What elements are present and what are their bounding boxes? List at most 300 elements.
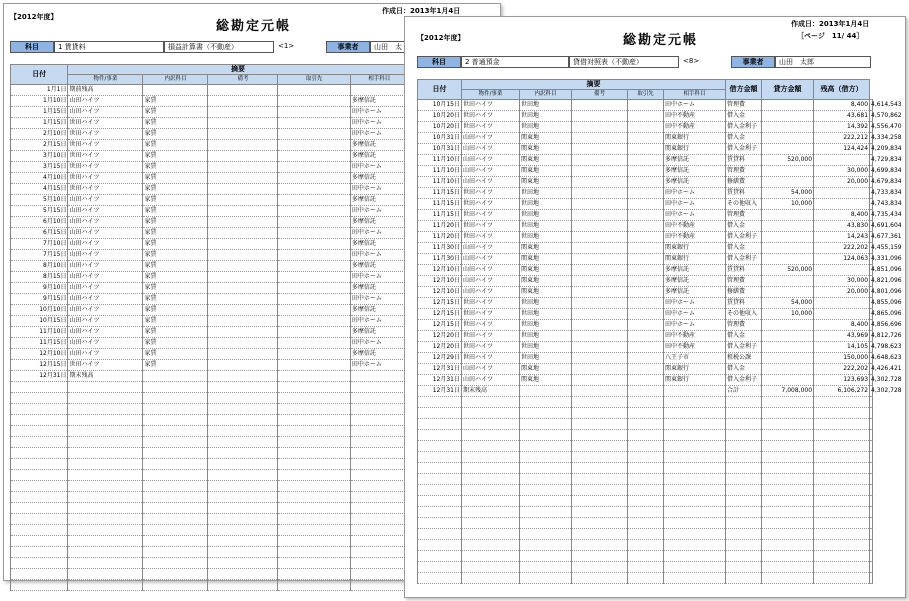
empty-cell bbox=[664, 463, 726, 474]
empty-cell bbox=[350, 393, 408, 404]
empty-cell bbox=[814, 430, 870, 441]
table-cell: 借入金利子 bbox=[726, 232, 762, 243]
table-cell bbox=[208, 305, 278, 316]
table-cell: 8,400 bbox=[814, 100, 870, 111]
table-cell: 世田地 bbox=[520, 309, 572, 320]
table-row-empty bbox=[418, 419, 873, 430]
table-cell: 520,000 bbox=[762, 155, 814, 166]
empty-cell bbox=[418, 562, 462, 573]
table-cell: 4,677,361 bbox=[870, 232, 873, 243]
table-cell: 山田ハイツ bbox=[462, 177, 520, 188]
empty-cell bbox=[208, 503, 278, 514]
table-cell bbox=[762, 375, 814, 386]
empty-cell bbox=[143, 503, 208, 514]
table-row-empty bbox=[418, 529, 873, 540]
table-cell bbox=[208, 228, 278, 239]
table-cell: 9月10日 bbox=[11, 283, 68, 294]
table-cell: 14,243 bbox=[814, 232, 870, 243]
empty-cell bbox=[278, 415, 350, 426]
table-cell: 1月10日 bbox=[11, 96, 68, 107]
table-cell: 世田ハイツ bbox=[68, 162, 143, 173]
fiscal-year: 【2012年度】 bbox=[417, 34, 465, 42]
table-cell bbox=[628, 188, 664, 199]
empty-cell bbox=[418, 540, 462, 551]
empty-cell bbox=[520, 562, 572, 573]
table-cell bbox=[628, 364, 664, 375]
table-row bbox=[418, 166, 873, 177]
table-cell bbox=[814, 265, 870, 276]
table-cell: 多摩信託 bbox=[664, 287, 726, 298]
table-cell: 借入金利子 bbox=[726, 122, 762, 133]
table-cell: 520,000 bbox=[762, 265, 814, 276]
table-cell: 関東地 bbox=[520, 155, 572, 166]
empty-cell bbox=[11, 393, 68, 404]
empty-cell bbox=[664, 573, 726, 584]
table-row bbox=[418, 254, 873, 265]
table-row bbox=[418, 188, 873, 199]
empty-cell bbox=[68, 492, 143, 503]
table-cell: 222,212 bbox=[814, 133, 870, 144]
table-cell bbox=[208, 217, 278, 228]
empty-cell bbox=[143, 492, 208, 503]
empty-cell bbox=[870, 496, 873, 507]
table-cell: 租税公課 bbox=[726, 353, 762, 364]
table-row bbox=[418, 232, 873, 243]
header-date: 日付 bbox=[418, 80, 462, 100]
table-cell: 家賃 bbox=[143, 118, 208, 129]
empty-cell bbox=[143, 470, 208, 481]
table-cell: 山田ハイツ bbox=[462, 254, 520, 265]
empty-cell bbox=[520, 474, 572, 485]
empty-cell bbox=[143, 382, 208, 393]
empty-cell bbox=[208, 569, 278, 580]
created-date: 作成日：2013年1月4日 bbox=[791, 20, 870, 28]
table-cell bbox=[278, 360, 350, 371]
table-cell bbox=[628, 232, 664, 243]
empty-cell bbox=[350, 558, 408, 569]
table-row-empty bbox=[418, 408, 873, 419]
header-debit: 借方金額 bbox=[726, 80, 762, 100]
table-cell: 山田ハイツ bbox=[462, 375, 520, 386]
table-cell: 管理費 bbox=[726, 320, 762, 331]
empty-cell bbox=[462, 562, 520, 573]
table-cell: 11月10日 bbox=[418, 166, 462, 177]
table-cell bbox=[208, 316, 278, 327]
table-cell bbox=[208, 140, 278, 151]
table-cell: 家賃 bbox=[143, 184, 208, 195]
table-cell: 関東地 bbox=[520, 243, 572, 254]
empty-cell bbox=[726, 463, 762, 474]
empty-cell bbox=[870, 397, 873, 408]
table-cell: 家賃 bbox=[143, 173, 208, 184]
table-cell: 12月20日 bbox=[418, 331, 462, 342]
table-cell: 12月15日 bbox=[11, 360, 68, 371]
table-cell: 10,000 bbox=[762, 199, 814, 210]
table-cell: 世田ハイツ bbox=[68, 184, 143, 195]
table-cell: 山田ハイツ bbox=[68, 217, 143, 228]
empty-cell bbox=[68, 415, 143, 426]
table-cell: 4,733,834 bbox=[870, 188, 873, 199]
table-cell: 家賃 bbox=[143, 360, 208, 371]
table-cell: 11月20日 bbox=[418, 221, 462, 232]
table-cell: 世田地 bbox=[520, 122, 572, 133]
table-cell: 4月10日 bbox=[11, 173, 68, 184]
table-cell: 世田ハイツ bbox=[68, 118, 143, 129]
empty-cell bbox=[143, 437, 208, 448]
header-note: 備考 bbox=[208, 75, 278, 85]
table-cell: 世田ハイツ bbox=[462, 232, 520, 243]
table-row-empty bbox=[418, 562, 873, 573]
empty-cell bbox=[726, 573, 762, 584]
empty-cell bbox=[278, 558, 350, 569]
empty-cell bbox=[350, 481, 408, 492]
empty-cell bbox=[870, 551, 873, 562]
empty-cell bbox=[278, 503, 350, 514]
table-cell: 家賃 bbox=[143, 140, 208, 151]
empty-cell bbox=[628, 573, 664, 584]
table-cell: 関東地 bbox=[520, 166, 572, 177]
table-cell bbox=[762, 342, 814, 353]
empty-cell bbox=[278, 514, 350, 525]
header-counter: 相手科目 bbox=[350, 75, 408, 85]
empty-cell bbox=[11, 569, 68, 580]
empty-cell bbox=[208, 481, 278, 492]
table-cell bbox=[762, 100, 814, 111]
table-cell bbox=[628, 243, 664, 254]
table-cell: その他収入 bbox=[726, 309, 762, 320]
table-cell: 世田ハイツ bbox=[68, 360, 143, 371]
table-cell: 12月15日 bbox=[418, 309, 462, 320]
empty-cell bbox=[664, 507, 726, 518]
table-row bbox=[418, 199, 873, 210]
empty-cell bbox=[68, 481, 143, 492]
table-cell bbox=[762, 177, 814, 188]
empty-cell bbox=[726, 562, 762, 573]
table-cell: 12月31日 bbox=[418, 364, 462, 375]
empty-cell bbox=[726, 518, 762, 529]
table-cell: 借入金 bbox=[726, 133, 762, 144]
table-cell bbox=[278, 272, 350, 283]
header-property: 物件/事業 bbox=[68, 75, 143, 85]
table-cell bbox=[814, 188, 870, 199]
table-cell bbox=[278, 327, 350, 338]
empty-cell bbox=[870, 474, 873, 485]
table-cell: 家賃 bbox=[143, 151, 208, 162]
table-cell: 43,969 bbox=[814, 331, 870, 342]
table-row bbox=[418, 386, 873, 397]
table-cell bbox=[628, 111, 664, 122]
table-cell: 借入金 bbox=[726, 243, 762, 254]
table-cell: 賃貸料 bbox=[726, 188, 762, 199]
empty-cell bbox=[664, 562, 726, 573]
table-cell: 7,008,000 bbox=[762, 386, 814, 397]
table-cell: 11月30日 bbox=[418, 243, 462, 254]
header-property: 物件/事業 bbox=[462, 90, 520, 100]
table-cell bbox=[628, 144, 664, 155]
header-balance: 残高（借方） bbox=[814, 80, 870, 100]
table-cell bbox=[572, 243, 628, 254]
table-cell: 11月15日 bbox=[418, 199, 462, 210]
empty-cell bbox=[278, 393, 350, 404]
table-cell: 田中ホーム bbox=[350, 129, 408, 140]
empty-cell bbox=[572, 573, 628, 584]
table-cell bbox=[628, 386, 664, 397]
empty-cell bbox=[462, 452, 520, 463]
table-cell bbox=[572, 221, 628, 232]
table-cell: 山田ハイツ bbox=[462, 265, 520, 276]
empty-cell bbox=[628, 452, 664, 463]
empty-cell bbox=[11, 382, 68, 393]
page-indicator: ［ページ 11/ 44］ bbox=[797, 32, 864, 40]
table-cell: 124,424 bbox=[814, 144, 870, 155]
table-cell: 8月15日 bbox=[11, 272, 68, 283]
table-cell bbox=[278, 162, 350, 173]
empty-cell bbox=[11, 536, 68, 547]
empty-cell bbox=[11, 503, 68, 514]
table-row bbox=[418, 276, 873, 287]
table-cell: 2月15日 bbox=[11, 140, 68, 151]
empty-cell bbox=[726, 485, 762, 496]
empty-cell bbox=[418, 496, 462, 507]
table-cell bbox=[628, 309, 664, 320]
empty-cell bbox=[628, 474, 664, 485]
empty-cell bbox=[68, 514, 143, 525]
table-cell: 20,000 bbox=[814, 287, 870, 298]
empty-cell bbox=[350, 426, 408, 437]
empty-cell bbox=[664, 518, 726, 529]
empty-cell bbox=[520, 529, 572, 540]
empty-cell bbox=[664, 397, 726, 408]
table-cell: 山田ハイツ bbox=[68, 261, 143, 272]
table-cell: 4,812,726 bbox=[870, 331, 873, 342]
table-cell bbox=[278, 184, 350, 195]
table-cell bbox=[572, 309, 628, 320]
empty-cell bbox=[762, 551, 814, 562]
table-cell: 八王子市 bbox=[664, 353, 726, 364]
table-cell bbox=[572, 155, 628, 166]
table-cell: 借入金 bbox=[726, 331, 762, 342]
table-cell: 田中ホーム bbox=[350, 316, 408, 327]
table-cell bbox=[208, 107, 278, 118]
empty-cell bbox=[762, 474, 814, 485]
table-cell bbox=[628, 320, 664, 331]
table-cell: 関東地 bbox=[520, 177, 572, 188]
table-cell: 田中ホーム bbox=[350, 360, 408, 371]
table-cell bbox=[208, 294, 278, 305]
table-cell: 田中ホーム bbox=[664, 320, 726, 331]
table-cell: 12月10日 bbox=[418, 276, 462, 287]
empty-cell bbox=[762, 441, 814, 452]
page-title: 総勘定元帳 bbox=[216, 19, 292, 34]
table-cell: 4月15日 bbox=[11, 184, 68, 195]
empty-cell bbox=[143, 514, 208, 525]
empty-cell bbox=[143, 536, 208, 547]
table-cell bbox=[572, 122, 628, 133]
table-row bbox=[418, 111, 873, 122]
table-cell: 10月31日 bbox=[418, 133, 462, 144]
header-breakdown: 内訳科目 bbox=[520, 90, 572, 100]
table-cell: 関東銀行 bbox=[664, 375, 726, 386]
header-credit: 貸方金額 bbox=[762, 80, 814, 100]
table-cell: 借入金 bbox=[726, 111, 762, 122]
table-cell: 世田ハイツ bbox=[462, 320, 520, 331]
table-cell bbox=[208, 96, 278, 107]
empty-cell bbox=[814, 463, 870, 474]
empty-cell bbox=[520, 551, 572, 562]
empty-cell bbox=[11, 580, 68, 591]
table-cell: 山田ハイツ bbox=[68, 294, 143, 305]
table-row bbox=[418, 375, 873, 386]
empty-cell bbox=[814, 419, 870, 430]
table-cell: 11月10日 bbox=[418, 177, 462, 188]
table-cell: 5月15日 bbox=[11, 206, 68, 217]
table-cell bbox=[572, 232, 628, 243]
empty-cell bbox=[726, 397, 762, 408]
table-cell bbox=[628, 155, 664, 166]
table-cell: 期前残高 bbox=[68, 85, 143, 96]
statement-value: 貸借対照表（不動産） bbox=[569, 56, 679, 68]
table-cell bbox=[208, 272, 278, 283]
empty-cell bbox=[278, 569, 350, 580]
table-cell bbox=[278, 228, 350, 239]
empty-cell bbox=[870, 540, 873, 551]
header-counter: 相手科目 bbox=[664, 90, 726, 100]
empty-cell bbox=[418, 408, 462, 419]
empty-cell bbox=[762, 529, 814, 540]
table-cell: 家賃 bbox=[143, 96, 208, 107]
empty-cell bbox=[350, 547, 408, 558]
table-cell bbox=[572, 353, 628, 364]
table-cell bbox=[628, 265, 664, 276]
empty-cell bbox=[143, 448, 208, 459]
empty-cell bbox=[11, 547, 68, 558]
table-cell bbox=[762, 353, 814, 364]
empty-cell bbox=[664, 452, 726, 463]
empty-cell bbox=[664, 408, 726, 419]
table-cell bbox=[208, 129, 278, 140]
empty-cell bbox=[870, 452, 873, 463]
table-cell bbox=[572, 364, 628, 375]
empty-cell bbox=[462, 529, 520, 540]
table-cell bbox=[208, 85, 278, 96]
table-cell bbox=[278, 195, 350, 206]
empty-cell bbox=[11, 426, 68, 437]
empty-cell bbox=[520, 540, 572, 551]
table-cell bbox=[628, 331, 664, 342]
empty-cell bbox=[572, 496, 628, 507]
table-cell: 田中不動産 bbox=[664, 331, 726, 342]
table-cell: 世田ハイツ bbox=[462, 122, 520, 133]
table-cell bbox=[208, 261, 278, 272]
empty-cell bbox=[418, 474, 462, 485]
table-cell: 3月15日 bbox=[11, 162, 68, 173]
empty-cell bbox=[726, 540, 762, 551]
empty-cell bbox=[208, 525, 278, 536]
table-cell: 12月29日 bbox=[418, 353, 462, 364]
table-cell: 4,691,604 bbox=[870, 221, 873, 232]
empty-cell bbox=[726, 507, 762, 518]
nav-mark[interactable]: <1> bbox=[278, 42, 295, 50]
table-cell: 12月10日 bbox=[418, 287, 462, 298]
empty-cell bbox=[68, 459, 143, 470]
table-cell: 世田地 bbox=[520, 320, 572, 331]
page-title: 総勘定元帳 bbox=[623, 33, 699, 48]
table-cell bbox=[628, 166, 664, 177]
empty-cell bbox=[462, 540, 520, 551]
table-cell bbox=[208, 360, 278, 371]
empty-cell bbox=[664, 540, 726, 551]
table-cell: 借入金 bbox=[726, 364, 762, 375]
table-cell: 家賃 bbox=[143, 217, 208, 228]
table-cell bbox=[572, 210, 628, 221]
table-cell: 7月15日 bbox=[11, 250, 68, 261]
table-cell: 山田ハイツ bbox=[68, 338, 143, 349]
empty-cell bbox=[208, 437, 278, 448]
table-cell: 11月20日 bbox=[418, 232, 462, 243]
table-cell: 4,735,434 bbox=[870, 210, 873, 221]
empty-cell bbox=[462, 573, 520, 584]
table-cell: 1月15日 bbox=[11, 118, 68, 129]
table-cell: 関東地 bbox=[520, 375, 572, 386]
empty-cell bbox=[664, 441, 726, 452]
empty-cell bbox=[418, 485, 462, 496]
table-cell bbox=[628, 353, 664, 364]
table-cell bbox=[572, 188, 628, 199]
table-cell: 田中ホーム bbox=[664, 100, 726, 111]
table-cell: 12月31日 bbox=[418, 386, 462, 397]
table-cell: 150,000 bbox=[814, 353, 870, 364]
empty-cell bbox=[572, 529, 628, 540]
empty-cell bbox=[572, 463, 628, 474]
empty-cell bbox=[572, 419, 628, 430]
header-date: 日付 bbox=[11, 65, 68, 85]
table-cell bbox=[278, 371, 350, 382]
empty-cell bbox=[68, 558, 143, 569]
table-cell bbox=[208, 184, 278, 195]
table-row bbox=[418, 309, 873, 320]
empty-cell bbox=[762, 496, 814, 507]
table-cell bbox=[628, 100, 664, 111]
table-cell bbox=[572, 386, 628, 397]
empty-cell bbox=[278, 459, 350, 470]
empty-cell bbox=[350, 536, 408, 547]
table-cell bbox=[208, 371, 278, 382]
empty-cell bbox=[814, 518, 870, 529]
owner-label: 事業者 bbox=[731, 56, 775, 68]
table-row bbox=[418, 243, 873, 254]
empty-cell bbox=[11, 492, 68, 503]
empty-cell bbox=[208, 492, 278, 503]
table-cell bbox=[208, 327, 278, 338]
table-cell bbox=[762, 331, 814, 342]
table-cell: 多摩信託 bbox=[664, 155, 726, 166]
empty-cell bbox=[418, 452, 462, 463]
table-cell: 山田ハイツ bbox=[462, 166, 520, 177]
empty-cell bbox=[11, 437, 68, 448]
table-cell: 関東銀行 bbox=[664, 254, 726, 265]
empty-cell bbox=[628, 518, 664, 529]
table-cell: 田中ホーム bbox=[350, 184, 408, 195]
table-cell: 賃貸料 bbox=[726, 298, 762, 309]
nav-mark[interactable]: <8> bbox=[683, 57, 700, 65]
empty-cell bbox=[350, 437, 408, 448]
table-cell bbox=[628, 199, 664, 210]
table-cell bbox=[628, 221, 664, 232]
table-cell: 10月15日 bbox=[11, 316, 68, 327]
table-cell: 山田ハイツ bbox=[68, 206, 143, 217]
empty-cell bbox=[462, 496, 520, 507]
empty-cell bbox=[814, 474, 870, 485]
